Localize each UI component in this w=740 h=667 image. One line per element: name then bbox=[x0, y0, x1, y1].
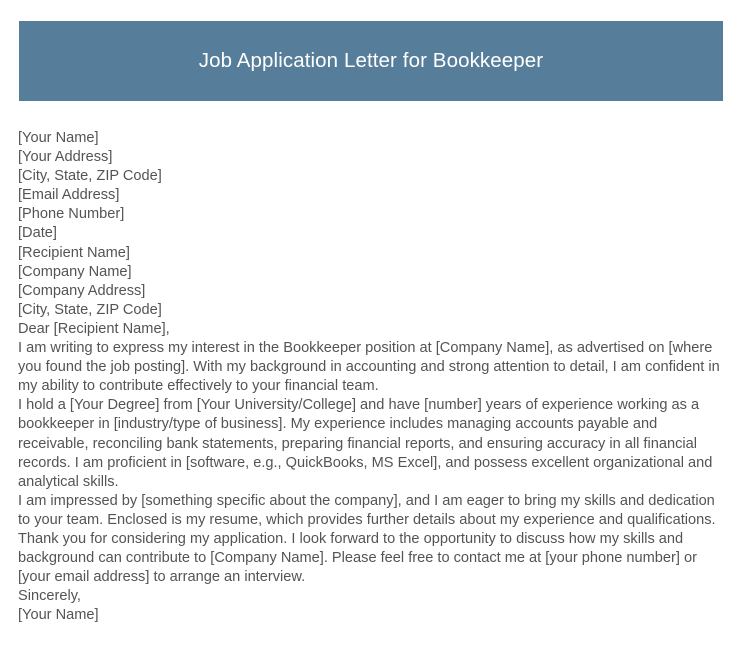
sender-line-phone: [Phone Number] bbox=[18, 206, 125, 223]
sender-address-block bbox=[18, 129, 722, 244]
sender-line-name: [Your Name] bbox=[18, 130, 99, 146]
sender-line-email: [Email Address] bbox=[18, 187, 120, 204]
recipient-address-block bbox=[18, 244, 722, 320]
recipient-line-company: [Company Name] bbox=[18, 263, 132, 280]
sender-line-address: [Your Address] bbox=[18, 149, 113, 166]
body-paragraph-2: I hold a [Your Degree] from [Your University/College] and have [number] years of experience working as a bookkeeper in [industry/type of business]. My experience includes managing accounts payable and receivable, reconciling bank statements, preparing financial reports, and ensuring accuracy in all financial records. I am proficient in [software, e.g., QuickBooks, MS Excel], and possess excellent organizational and analytical skills. bbox=[18, 397, 713, 490]
sender-line-city: [City, State, ZIP Code] bbox=[18, 168, 162, 185]
page-title: Job Application Letter for Bookkeeper bbox=[198, 48, 544, 72]
sender-line-date: [Date] bbox=[18, 225, 57, 242]
recipient-line-address: [Company Address] bbox=[18, 282, 146, 299]
body-paragraph-3: I am impressed by [something specific about the company], and I am eager to bring my skills and dedication to your team. Enclosed is my resume, which provides further details about my experience and qualifications. bbox=[18, 492, 716, 528]
letter-content bbox=[18, 129, 722, 625]
salutation: Dear [Recipient Name], bbox=[18, 320, 170, 337]
signature-name: [Your Name] bbox=[18, 607, 99, 624]
document-header-banner bbox=[19, 21, 723, 101]
recipient-line-city: [City, State, ZIP Code] bbox=[18, 301, 162, 318]
body-paragraph-1: I am writing to express my interest in the Bookkeeper position at [Company Name], as advertised on [where you found the job posting]. With my background in accounting and strong attention to detail, I am confident in my ability to contribute effectively to your financial team. bbox=[18, 340, 720, 395]
recipient-line-name: [Recipient Name] bbox=[18, 244, 130, 261]
closing-salutation: Sincerely, bbox=[18, 588, 81, 605]
body-paragraph-4: Thank you for considering my application. I look forward to the opportunity to discuss how my skills and background can contribute to [Company Name]. Please feel free to contact me at [your phone number] or [your email address] to arrange an interview. bbox=[18, 530, 697, 586]
